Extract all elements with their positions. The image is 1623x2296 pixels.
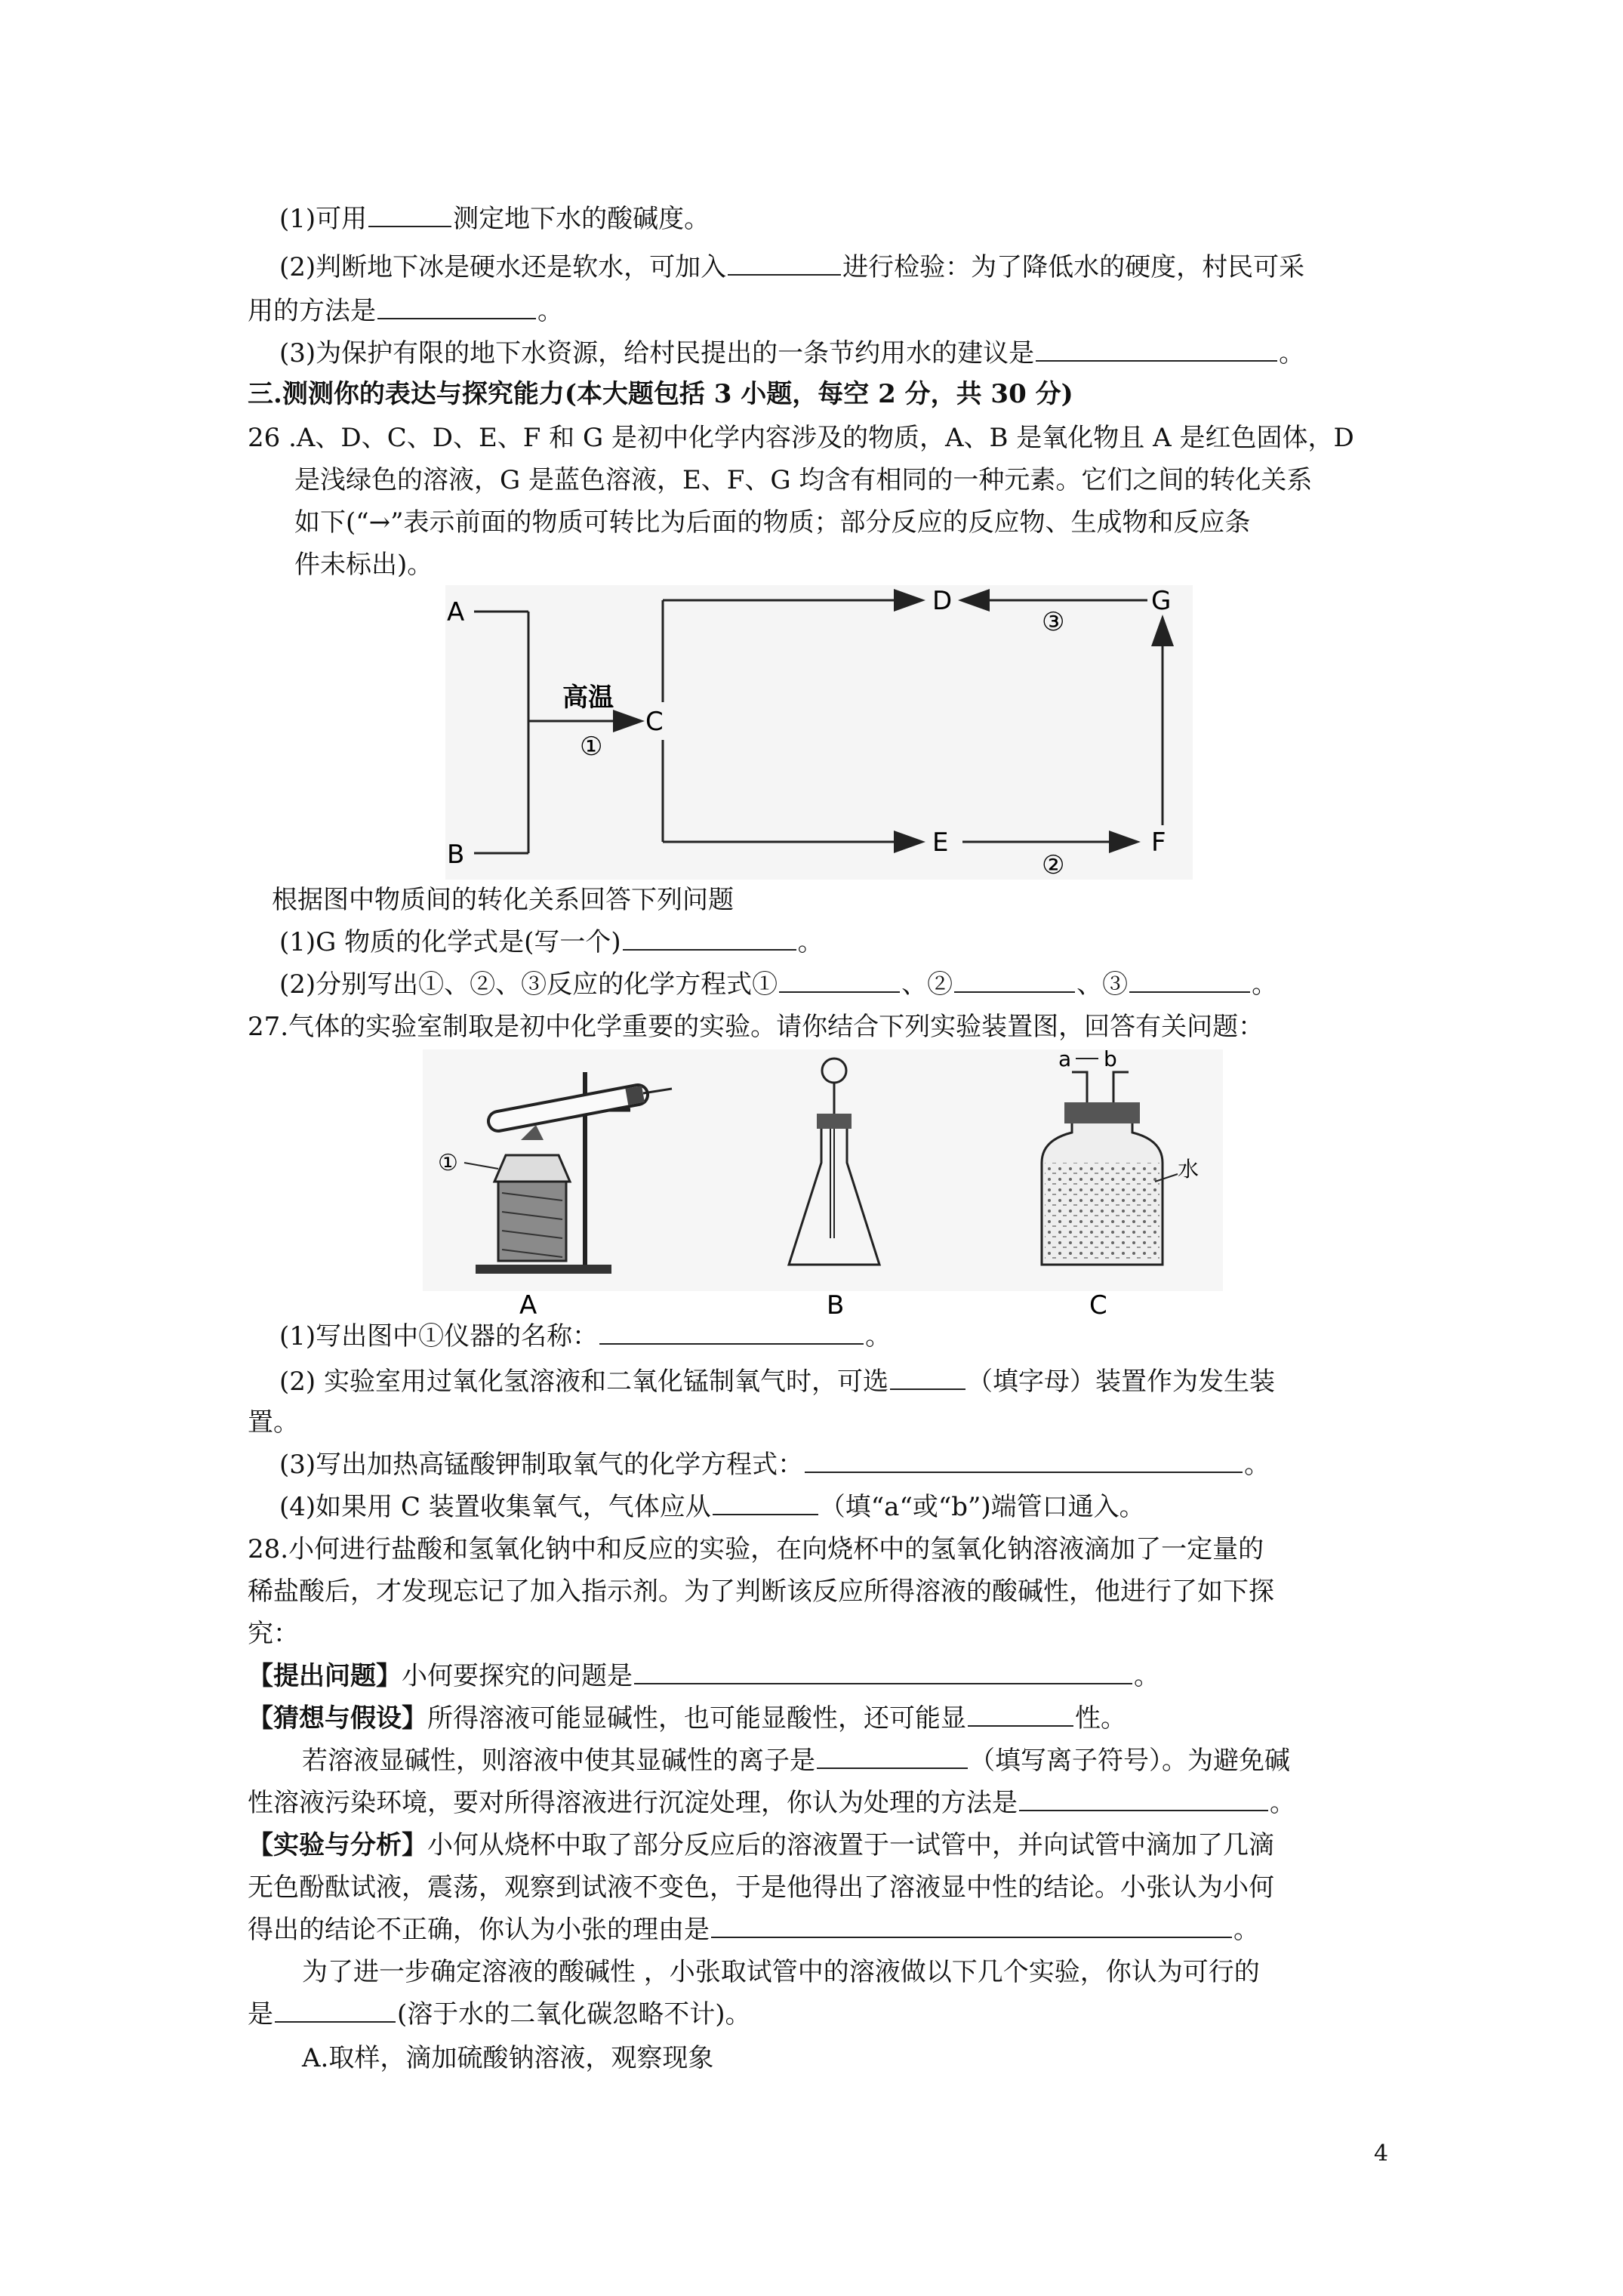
answer-blank[interactable] [1129, 969, 1250, 993]
q28-line-1: 28.小何进行盐酸和氢氧化钠中和反应的实验，在向烧杯中的氢氧化钠溶液滴加了一定量的 [248, 1534, 1264, 1564]
page-number: 4 [1374, 2140, 1389, 2167]
answer-blank[interactable] [713, 1491, 818, 1515]
answer-blank[interactable] [634, 1660, 1132, 1684]
q-line-3: (3)为保护有限的地下水资源，给村民提出的一条节约用水的建议是 。 [279, 338, 1305, 368]
q27-sub-2: (2) 实验室用过氧化氢溶液和二氧化锰制氧气时，可选 （填字母）装置作为发生装 [279, 1367, 1275, 1397]
q28-further: 为了进一步确定溶液的酸碱性 ，小张取试管中的溶液做以下几个实验，你认为可行的 [302, 1957, 1260, 1987]
apparatus-c-label: C [1089, 1290, 1107, 1321]
step-1-label: ① [580, 732, 603, 762]
q26-line-1: 26 .A、D、C、D、E、F 和 G 是初中化学内容涉及的物质，A、B 是氧化物且 A 是红色固体，D [248, 423, 1354, 453]
node-f: F [1151, 827, 1166, 858]
answer-blank[interactable] [623, 926, 796, 951]
node-b: B [447, 840, 465, 870]
q26-sub-2: (2)分别写出①、②、③反应的化学方程式① 、② 、③ 。 [279, 969, 1278, 1000]
q28-experiment-2: 无色酚酞试液，震荡，观察到试液不变色，于是他得出了溶液显中性的结论。小张认为小何 [248, 1872, 1274, 1903]
apparatus-b-label: B [827, 1290, 845, 1321]
q28-guess: 【猜想与假设】所得溶液可能显碱性，也可能显酸性，还可能显 性。 [248, 1703, 1126, 1734]
node-a: A [447, 597, 465, 627]
q-line-2: (2)判断地下冰是硬水还是软水，可加入 进行检验：为了降低水的硬度，村民可采 [279, 252, 1305, 282]
answer-blank[interactable] [711, 1914, 1232, 1938]
step-3-label: ③ [1042, 607, 1065, 637]
answer-blank[interactable] [890, 1366, 965, 1390]
node-c: C [645, 707, 664, 737]
node-e: E [932, 827, 949, 858]
step-2-label: ② [1042, 850, 1065, 880]
q27-sub-1: (1)写出图中①仪器的名称： 。 [279, 1321, 892, 1351]
q27-apparatus-figure [423, 1049, 1223, 1324]
node-g: G [1151, 586, 1172, 616]
q28-experiment-3: 得出的结论不正确，你认为小张的理由是 。 [248, 1915, 1259, 1945]
q27-line-1: 27.气体的实验室制取是初中化学重要的实验。请你结合下列实验装置图，回答有关问题： [248, 1012, 1264, 1042]
node-d: D [932, 586, 953, 616]
q28-line-2: 稀盐酸后，才发现忘记了加入指示剂。为了判断该反应所得溶液的酸碱性，他进行了如下探 [248, 1576, 1274, 1607]
answer-blank[interactable] [377, 295, 536, 319]
water-label: 水 [1178, 1157, 1200, 1182]
q28-alkaline-2: 性溶液污染环境，要对所得溶液进行沉淀处理，你认为处理的方法是 。 [248, 1788, 1295, 1818]
q26-intro: 根据图中物质间的转化关系回答下列问题 [272, 885, 734, 915]
q27-sub-3: (3)写出加热高锰酸钾制取氧气的化学方程式： 。 [279, 1450, 1270, 1480]
q26-line-3: 如下(“→”表示前面的物质可转比为后面的物质；部分反应的反应物、生成物和反应条 [294, 507, 1251, 538]
q27-sub-2b: 置。 [248, 1407, 299, 1438]
q26-line-4: 件未标出)。 [294, 550, 433, 580]
apparatus-a-label: A [519, 1290, 537, 1321]
q-line-1: (1)可用 测定地下水的酸碱度。 [279, 204, 710, 234]
q26-sub-1: (1)G 物质的化学式是(写一个) 。 [279, 927, 824, 957]
answer-blank[interactable] [817, 1745, 968, 1769]
answer-blank[interactable] [805, 1449, 1243, 1473]
section-heading: 三.测测你的表达与探究能力(本大题包括 3 小题，每空 2 分，共 30 分) [248, 379, 1073, 409]
answer-blank[interactable] [1036, 337, 1277, 362]
answer-blank[interactable] [728, 251, 841, 276]
q28-ask: 【提出问题】小何要探究的问题是 。 [248, 1661, 1160, 1691]
answer-blank[interactable] [275, 1999, 396, 2023]
answer-blank[interactable] [1019, 1787, 1268, 1811]
q28-option-a: A.取样，滴加硫酸钠溶液，观察现象 [302, 2043, 714, 2073]
q26-line-2: 是浅绿色的溶液，G 是蓝色溶液，E、F、G 均含有相同的一种元素。它们之间的转化关系 [294, 465, 1313, 495]
condition-label: 高温 [562, 683, 614, 713]
instrument-marker: ① [438, 1150, 458, 1176]
q28-further-2: 是 (溶于水的二氧化碳忽略不计)。 [248, 1999, 751, 2029]
q26-conversion-diagram [445, 585, 1193, 883]
answer-blank[interactable] [968, 1703, 1073, 1727]
answer-blank[interactable] [954, 969, 1075, 993]
q28-alkaline: 若溶液显碱性，则溶液中使其显碱性的离子是 （填写离子符号）。为避免碱 [302, 1746, 1290, 1776]
answer-blank[interactable] [368, 203, 451, 227]
q-line-2b: 用的方法是 。 [248, 296, 563, 326]
answer-blank[interactable] [599, 1321, 864, 1345]
port-a-label: a [1058, 1049, 1072, 1071]
port-b-label: b [1104, 1049, 1117, 1071]
q28-experiment: 【实验与分析】小何从烧杯中取了部分反应后的溶液置于一试管中，并向试管中滴加了几滴 [248, 1830, 1274, 1860]
answer-blank[interactable] [779, 969, 900, 993]
q27-sub-4: (4)如果用 C 装置收集氧气，气体应从 （填“a“或“b”)端管口通入。 [279, 1492, 1145, 1522]
q28-line-3: 究： [248, 1619, 299, 1649]
